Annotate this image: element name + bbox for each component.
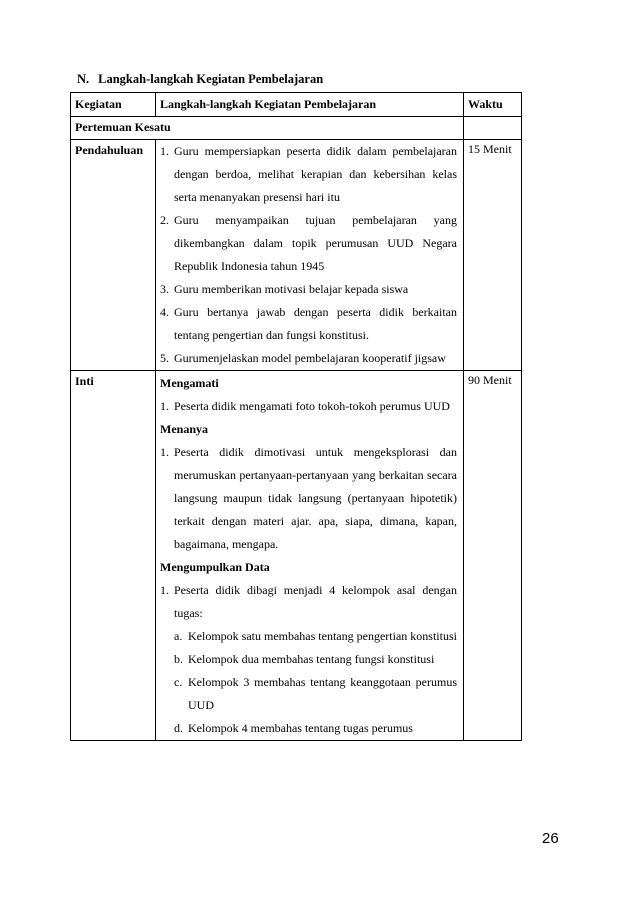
item-text: Kelompok 3 membahas tentang keanggotaan perumus UUD (188, 675, 457, 712)
item-text: Guru bertanya jawab dengan peserta didik berkaitan tentang pengertian dan fungsi konstitusi. (174, 305, 457, 342)
mengumpulkan-step-text: Peserta didik dibagi menjadi 4 kelompok asal dengan tugas: (174, 583, 457, 620)
mengumpulkan-steps (156, 579, 463, 740)
list-item (160, 278, 457, 301)
inti-time: 90 Menit (468, 373, 512, 387)
section-number: N. (77, 72, 90, 86)
mengumpulkan-heading: Mengumpulkan Data (160, 560, 270, 574)
mengamati-steps (156, 395, 463, 418)
menanya-steps (156, 441, 463, 556)
section-heading (77, 72, 323, 87)
header-langkah: Langkah-langkah Kegiatan Pembelajaran (160, 97, 377, 111)
header-waktu: Waktu (468, 97, 503, 111)
list-item (160, 441, 457, 556)
item-number: b. (174, 652, 183, 666)
inti-row (71, 371, 522, 741)
list-item (160, 209, 457, 278)
list-item (160, 301, 457, 347)
item-number: c. (174, 675, 183, 689)
session-row (71, 117, 522, 140)
mengamati-heading: Mengamati (160, 376, 219, 390)
sub-list-item (174, 717, 457, 740)
page-number: 26 (542, 830, 559, 847)
item-number: 2. (160, 213, 169, 227)
inti-label: Inti (75, 374, 94, 388)
session-label: Pertemuan Kesatu (75, 120, 171, 134)
sub-list-item (174, 648, 457, 671)
item-text: Guru memberikan motivasi belajar kepada siswa (174, 282, 409, 296)
pendahuluan-row (71, 140, 522, 371)
item-text: Gurumenjelaskan model pembelajaran kooperatif jigsaw (174, 351, 446, 365)
item-number: a. (174, 629, 183, 643)
group-task-list (174, 625, 457, 740)
pendahuluan-steps (156, 140, 463, 370)
table-header-row (71, 93, 522, 117)
item-number: 4. (160, 305, 169, 319)
item-number: 1. (160, 144, 169, 158)
sub-list-item (174, 671, 457, 717)
header-kegiatan: Kegiatan (75, 97, 122, 111)
pendahuluan-label: Pendahuluan (75, 143, 144, 157)
list-item (160, 140, 457, 209)
section-title: Langkah-langkah Kegiatan Pembelajaran (98, 72, 324, 86)
list-item (160, 395, 457, 418)
item-text: Guru menyampaikan tujuan pembelajaran yang dikembangkan dalam topik perumusan UUD Negara Republik Indonesia tahun 1945 (174, 213, 457, 273)
item-text: Kelompok 4 membahas tentang tugas perumus (188, 721, 413, 735)
menanya-heading: Menanya (160, 422, 208, 436)
pendahuluan-time: 15 Menit (468, 142, 512, 156)
lesson-steps-table (70, 92, 522, 741)
item-number: 5. (160, 351, 169, 365)
item-number: 3. (160, 282, 169, 296)
item-text: Peserta didik dimotivasi untuk mengeksplorasi dan merumuskan pertanyaan-pertanyaan yang berkaitan secara langsung maupun tidak langsung (pertanyaan hipotetik) terkait dengan materi ajar. apa, siapa, dimana, kapan, bagaimana, mengapa. (174, 445, 457, 551)
item-number: d. (174, 721, 183, 735)
list-item (160, 347, 457, 370)
sub-list-item (174, 625, 457, 648)
item-text: Kelompok dua membahas tentang fungsi konstitusi (188, 652, 435, 666)
item-text: Peserta didik mengamati foto tokoh-tokoh perumus UUD (174, 399, 450, 413)
item-text: Guru mempersiapkan peserta didik dalam pembelajaran dengan berdoa, melihat kerapian dan kebersihan kelas serta menanyakan presensi hari itu (174, 144, 457, 204)
item-number: 1. (160, 445, 169, 459)
list-item: 1. Peserta didik dibagi menjadi 4 kelompok asal dengan tugas: a. Kelompok satu membahas tentang pengertian konstitusi b. Kelompok dua membahas tentang fungsi konstitusi c. Kelompok 3 membahas tentang keanggotaan perumus UUD d. Kelompok 4 membahas tentang tugas perumus (160, 579, 457, 740)
item-number: 1. (160, 399, 169, 413)
item-text: Kelompok satu membahas tentang pengertian konstitusi (188, 629, 457, 643)
